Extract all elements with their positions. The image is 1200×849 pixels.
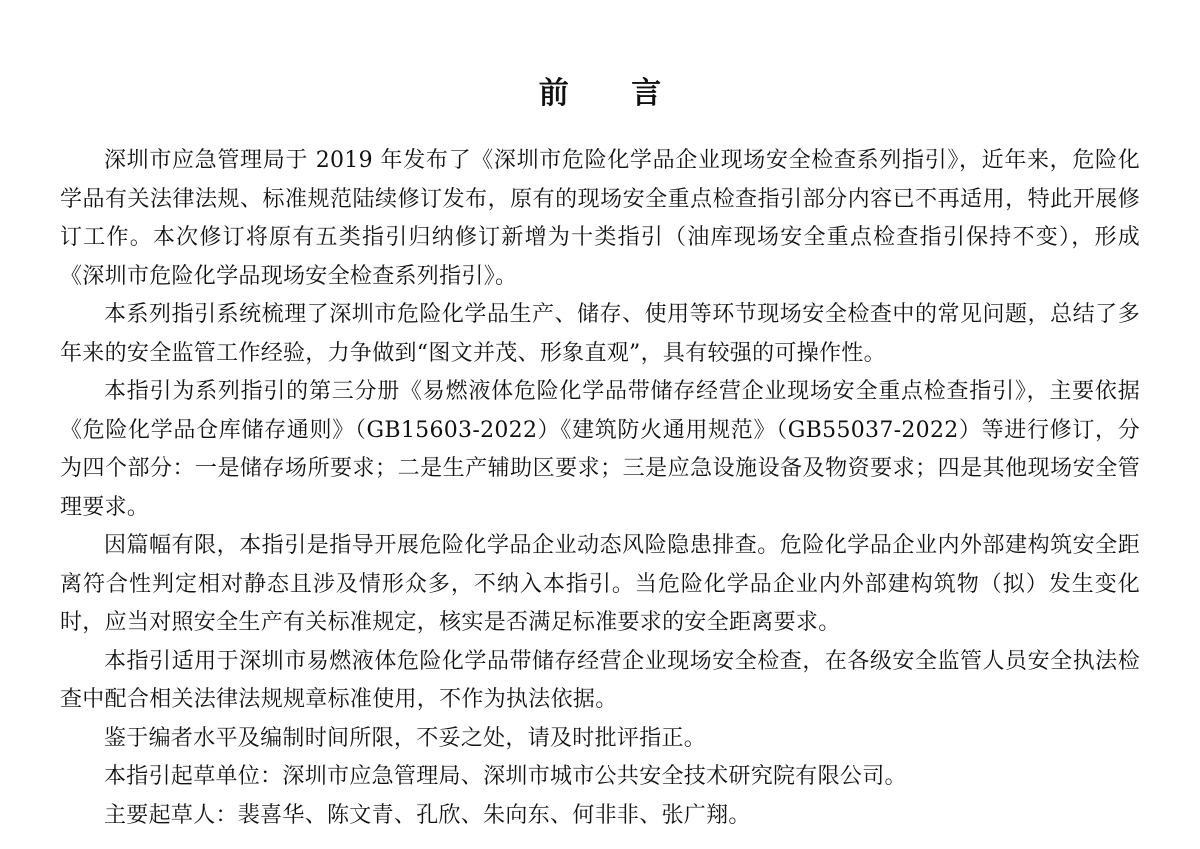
paragraph-applicability: 本指引适用于深圳市易燃液体危险化学品带储存经营企业现场安全检查，在各级安全监管人员安全执法检查中配合相关法律法规规章标准使用，不作为执法依据。 [60,648,1140,712]
preface-body [60,142,1140,835]
paragraph-limitations: 因篇幅有限，本指引是指导开展危险化学品企业动态风险隐患排查。危险化学品企业内外部建构筑安全距离符合性判定相对静态且涉及情形众多，不纳入本指引。当危险化学品企业内外部建构筑物（拟）发生变化时，应当对照安全生产有关标准规定，核实是否满足标准要求的安全距离要求。 [60,533,1140,635]
page-title: 前 言 [538,76,688,111]
paragraph-volume-scope: 本指引为系列指引的第三分册《易燃液体危险化学品带储存经营企业现场安全重点检查指引》，主要依据《危险化学品仓库储存通则》（GB15603-2022）《建筑防火通用规范》（GB55037-2022）等进行修订，分为四个部分：一是储存场所要求；二是生产辅助区要求；三是应急设施设备及物资要求；四是其他现场安全管理要求。 [60,379,1140,520]
paragraph-background: 深圳市应急管理局于 2019 年发布了《深圳市危险化学品企业现场安全检查系列指引》，近年来，危险化学品有关法律法规、标准规范陆续修订发布，原有的现场安全重点检查指引部分内容已不再适用，特此开展修订工作。本次修订将原有五类指引归纳修订新增为十类指引（油库现场安全重点检查指引保持不变），形成《深圳市危险化学品现场安全检查系列指引》。 [60,148,1140,289]
paragraph-feedback: 鉴于编者水平及编制时间所限，不妥之处，请及时批评指正。 [104,725,707,751]
paragraph-series-overview: 本系列指引系统梳理了深圳市危险化学品生产、储存、使用等环节现场安全检查中的常见问题，总结了多年来的安全监管工作经验，力争做到“图文并茂、形象直观”，具有较强的可操作性。 [60,302,1140,366]
paragraph-drafting-units: 本指引起草单位：深圳市应急管理局、深圳市城市公共安全技术研究院有限公司。 [104,764,907,789]
paragraph-drafters: 主要起草人：裴喜华、陈文青、孔欣、朱向东、何非非、张广翔。 [104,802,751,828]
